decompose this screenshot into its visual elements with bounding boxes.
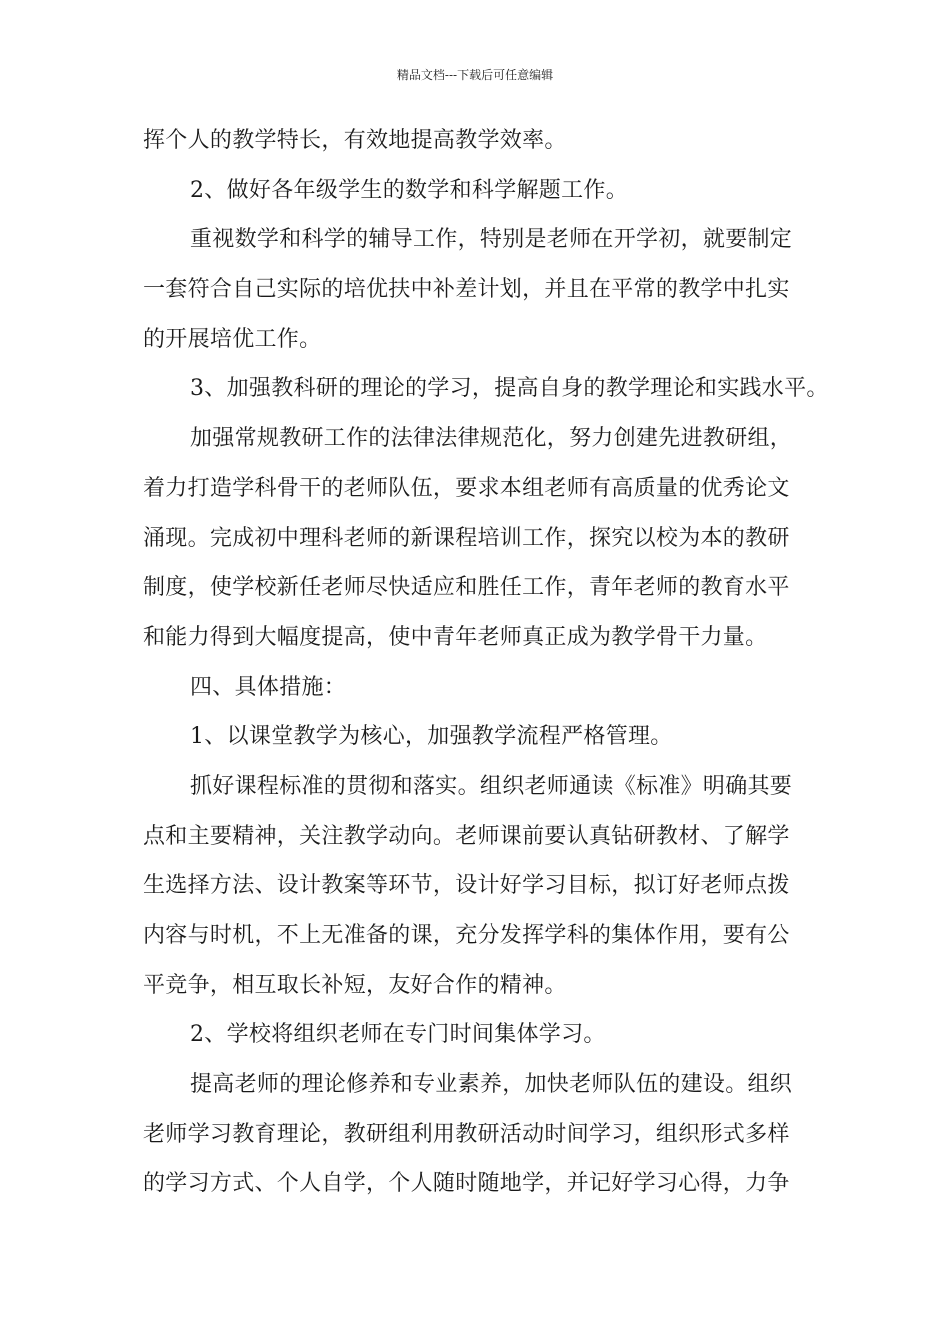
text-line: 挥个人的教学特长，有效地提高教学效率。 <box>143 128 567 153</box>
text-line: 的学习方式、个人自学，个人随时随地学，并记好学习心得，力争 <box>143 1171 790 1197</box>
text-line: 3、加强教科研的理论的学习，提高自身的教学理论和实践水平。 <box>190 376 829 402</box>
text-line: 生选择方法、设计教案等环节，设计好学习目标，拟订好老师点拨 <box>143 873 790 899</box>
text-line: 2、学校将组织老师在专门时间集体学习。 <box>190 1022 606 1048</box>
document-body <box>143 126 829 1219</box>
text-line: 点和主要精神，关注教学动向。老师课前要认真钻研教材、了解学 <box>143 823 790 849</box>
text-line: 和能力得到大幅度提高，使中青年老师真正成为教学骨干力量。 <box>143 624 768 650</box>
text-line: 的开展培优工作。 <box>143 326 322 352</box>
text-line: 重视数学和科学的辅导工作，特别是老师在开学初，就要制定 <box>190 227 793 253</box>
text-line: 2、做好各年级学生的数学和科学解题工作。 <box>190 177 628 203</box>
text-line: 老师学习教育理论，教研组利用教研活动时间学习，组织形式多样 <box>143 1121 790 1147</box>
text-line: 一套符合自己实际的培优扶中补差计划，并且在平常的教学中扎实 <box>143 277 790 303</box>
text-line: 着力打造学科骨干的老师队伍，要求本组老师有高质量的优秀论文 <box>143 475 790 501</box>
page-header: 精品文档---下载后可任意编辑 <box>396 68 554 82</box>
text-line: 1、以课堂教学为核心，加强教学流程严格管理。 <box>190 724 673 750</box>
text-line: 平竞争，相互取长补短，友好合作的精神。 <box>143 972 567 998</box>
text-line: 制度，使学校新任老师尽快适应和胜任工作，青年老师的教育水平 <box>143 575 790 601</box>
text-line: 内容与时机，不上无准备的课，充分发挥学科的集体作用，要有公 <box>143 923 790 948</box>
text-line: 抓好课程标准的贯彻和落实。组织老师通读《标准》明确其要 <box>190 773 793 799</box>
text-line: 加强常规教研工作的法律法律规范化，努力创建先进教研组， <box>190 426 793 452</box>
text-line: 四、具体措施： <box>190 674 347 700</box>
text-line: 提高老师的理论修养和专业素养，加快老师队伍的建设。组织 <box>190 1072 793 1098</box>
text-line: 涌现。完成初中理科老师的新课程培训工作，探究以校为本的教研 <box>143 525 790 551</box>
